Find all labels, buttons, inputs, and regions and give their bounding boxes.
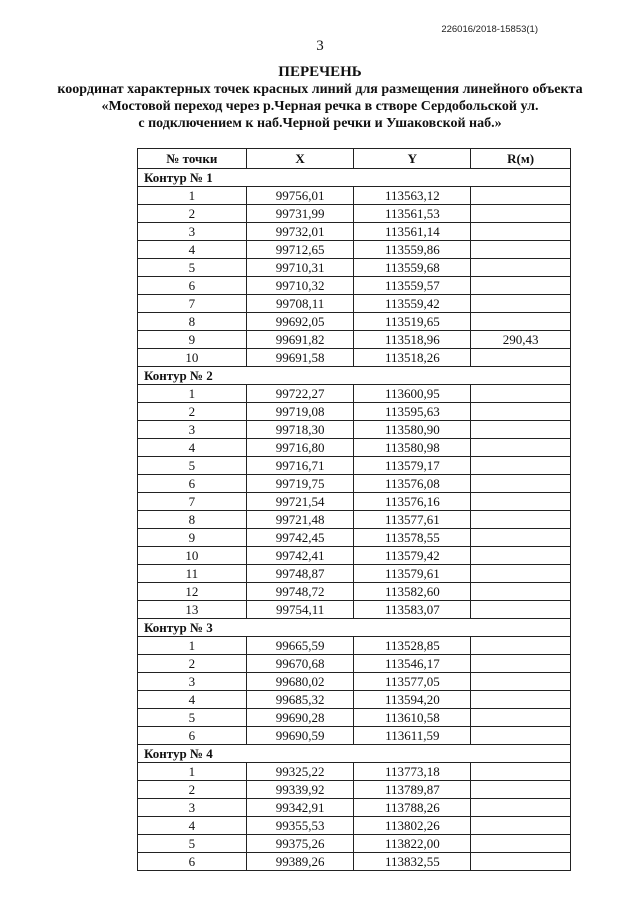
point-number-cell: 1 (138, 187, 247, 205)
point-number-cell: 3 (138, 223, 247, 241)
y-cell: 113822,00 (354, 835, 471, 853)
table-row (138, 313, 571, 331)
table-row (138, 691, 571, 709)
x-cell: 99716,71 (246, 457, 354, 475)
y-cell: 113577,05 (354, 673, 471, 691)
point-number-cell: 8 (138, 511, 247, 529)
point-number-cell: 12 (138, 583, 247, 601)
y-cell: 113561,53 (354, 205, 471, 223)
radius-cell (471, 763, 571, 781)
point-number-cell: 5 (138, 259, 247, 277)
point-number-cell: 6 (138, 727, 247, 745)
y-cell: 113579,42 (354, 547, 471, 565)
y-cell: 113578,55 (354, 529, 471, 547)
table-row (138, 223, 571, 241)
y-cell: 113580,98 (354, 439, 471, 457)
table-row (138, 493, 571, 511)
y-cell: 113518,26 (354, 349, 471, 367)
point-number-cell: 4 (138, 817, 247, 835)
table-row (138, 403, 571, 421)
table-header-row (138, 149, 571, 169)
x-cell: 99355,53 (246, 817, 354, 835)
table-row (138, 565, 571, 583)
x-cell: 99691,58 (246, 349, 354, 367)
x-cell: 99722,27 (246, 385, 354, 403)
y-cell: 113832,55 (354, 853, 471, 871)
x-cell: 99690,28 (246, 709, 354, 727)
radius-cell (471, 493, 571, 511)
table-row (138, 799, 571, 817)
table-row (138, 205, 571, 223)
y-cell: 113576,08 (354, 475, 471, 493)
table-row (138, 385, 571, 403)
table-row (138, 457, 571, 475)
x-cell: 99710,32 (246, 277, 354, 295)
y-cell: 113577,61 (354, 511, 471, 529)
x-cell: 99375,26 (246, 835, 354, 853)
radius-cell (471, 385, 571, 403)
radius-cell (471, 817, 571, 835)
table-row (138, 277, 571, 295)
x-cell: 99685,32 (246, 691, 354, 709)
point-number-cell: 1 (138, 763, 247, 781)
point-number-cell: 4 (138, 691, 247, 709)
radius-cell: 290,43 (471, 331, 571, 349)
point-number-cell: 13 (138, 601, 247, 619)
x-cell: 99748,87 (246, 565, 354, 583)
point-number-cell: 7 (138, 295, 247, 313)
point-number-cell: 4 (138, 241, 247, 259)
table-row (138, 817, 571, 835)
radius-cell (471, 853, 571, 871)
x-cell: 99731,99 (246, 205, 354, 223)
point-number-cell: 3 (138, 799, 247, 817)
table-row (138, 439, 571, 457)
table-row (138, 583, 571, 601)
radius-cell (471, 781, 571, 799)
subtitle-line: с подключением к наб.Черной речки и Ушаковской наб.» (138, 116, 502, 131)
table-row (138, 529, 571, 547)
radius-cell (471, 349, 571, 367)
y-cell: 113576,16 (354, 493, 471, 511)
x-cell: 99732,01 (246, 223, 354, 241)
point-number-cell: 9 (138, 331, 247, 349)
y-cell: 113582,60 (354, 583, 471, 601)
radius-cell (471, 457, 571, 475)
y-cell: 113610,58 (354, 709, 471, 727)
table-row (138, 637, 571, 655)
section-row (138, 367, 571, 385)
y-cell: 113789,87 (354, 781, 471, 799)
point-number-cell: 2 (138, 781, 247, 799)
x-cell: 99665,59 (246, 637, 354, 655)
point-number-cell: 5 (138, 709, 247, 727)
y-cell: 113583,07 (354, 601, 471, 619)
x-cell: 99721,48 (246, 511, 354, 529)
point-number-cell: 2 (138, 655, 247, 673)
point-number-cell: 7 (138, 493, 247, 511)
point-number-cell: 5 (138, 835, 247, 853)
table-row (138, 763, 571, 781)
x-cell: 99756,01 (246, 187, 354, 205)
point-number-cell: 2 (138, 403, 247, 421)
radius-cell (471, 799, 571, 817)
x-cell: 99389,26 (246, 853, 354, 871)
y-cell: 113579,17 (354, 457, 471, 475)
document-heading (0, 64, 640, 132)
table-row (138, 853, 571, 871)
point-number-cell: 1 (138, 637, 247, 655)
point-number-cell: 6 (138, 475, 247, 493)
point-number-cell: 5 (138, 457, 247, 475)
radius-cell (471, 475, 571, 493)
x-cell: 99719,75 (246, 475, 354, 493)
table-row (138, 547, 571, 565)
y-cell: 113563,12 (354, 187, 471, 205)
y-cell: 113559,86 (354, 241, 471, 259)
y-cell: 113802,26 (354, 817, 471, 835)
radius-cell (471, 421, 571, 439)
y-cell: 113559,42 (354, 295, 471, 313)
table-row (138, 331, 571, 349)
table-row (138, 835, 571, 853)
y-cell: 113518,96 (354, 331, 471, 349)
table-body (138, 169, 571, 871)
header-x: X (246, 149, 354, 169)
y-cell: 113561,14 (354, 223, 471, 241)
y-cell: 113595,63 (354, 403, 471, 421)
radius-cell (471, 241, 571, 259)
y-cell: 113528,85 (354, 637, 471, 655)
table-row (138, 295, 571, 313)
header-radius: R(м) (471, 149, 571, 169)
y-cell: 113611,59 (354, 727, 471, 745)
page-number: 3 (316, 38, 324, 54)
radius-cell (471, 295, 571, 313)
radius-cell (471, 709, 571, 727)
header-point-number: № точки (138, 149, 247, 169)
table-row (138, 655, 571, 673)
table-row (138, 349, 571, 367)
x-cell: 99719,08 (246, 403, 354, 421)
point-number-cell: 11 (138, 565, 247, 583)
table-row (138, 511, 571, 529)
radius-cell (471, 547, 571, 565)
header-y: Y (354, 149, 471, 169)
document-title: ПЕРЕЧЕНЬ (278, 64, 362, 80)
x-cell: 99342,91 (246, 799, 354, 817)
table-row (138, 187, 571, 205)
subtitle-line: координат характерных точек красных линий для размещения линейного объекта (57, 82, 583, 97)
y-cell: 113600,95 (354, 385, 471, 403)
x-cell: 99721,54 (246, 493, 354, 511)
section-row (138, 169, 571, 187)
y-cell: 113519,65 (354, 313, 471, 331)
x-cell: 99708,11 (246, 295, 354, 313)
x-cell: 99742,41 (246, 547, 354, 565)
radius-cell (471, 691, 571, 709)
x-cell: 99325,22 (246, 763, 354, 781)
point-number-cell: 2 (138, 205, 247, 223)
document-id: 226016/2018-15853(1) (441, 24, 538, 35)
table-row (138, 709, 571, 727)
coordinates-table (137, 148, 571, 871)
point-number-cell: 4 (138, 439, 247, 457)
y-cell: 113559,68 (354, 259, 471, 277)
x-cell: 99712,65 (246, 241, 354, 259)
y-cell: 113579,61 (354, 565, 471, 583)
y-cell: 113594,20 (354, 691, 471, 709)
radius-cell (471, 529, 571, 547)
radius-cell (471, 223, 571, 241)
x-cell: 99692,05 (246, 313, 354, 331)
radius-cell (471, 637, 571, 655)
subtitle-line: «Мостовой переход через р.Черная речка в створе Сердобольской ул. (101, 99, 539, 114)
y-cell: 113788,26 (354, 799, 471, 817)
point-number-cell: 8 (138, 313, 247, 331)
x-cell: 99691,82 (246, 331, 354, 349)
x-cell: 99718,30 (246, 421, 354, 439)
y-cell: 113580,90 (354, 421, 471, 439)
radius-cell (471, 655, 571, 673)
radius-cell (471, 511, 571, 529)
point-number-cell: 3 (138, 673, 247, 691)
x-cell: 99742,45 (246, 529, 354, 547)
radius-cell (471, 403, 571, 421)
table-row (138, 475, 571, 493)
point-number-cell: 6 (138, 853, 247, 871)
radius-cell (471, 187, 571, 205)
x-cell: 99716,80 (246, 439, 354, 457)
x-cell: 99748,72 (246, 583, 354, 601)
table-row (138, 781, 571, 799)
radius-cell (471, 583, 571, 601)
table-row (138, 601, 571, 619)
x-cell: 99339,92 (246, 781, 354, 799)
radius-cell (471, 673, 571, 691)
section-label: Контур № 2 (138, 367, 571, 385)
table-row (138, 421, 571, 439)
point-number-cell: 9 (138, 529, 247, 547)
section-label: Контур № 3 (138, 619, 571, 637)
x-cell: 99670,68 (246, 655, 354, 673)
y-cell: 113559,57 (354, 277, 471, 295)
radius-cell (471, 835, 571, 853)
section-row (138, 745, 571, 763)
point-number-cell: 6 (138, 277, 247, 295)
table-row (138, 241, 571, 259)
point-number-cell: 1 (138, 385, 247, 403)
x-cell: 99690,59 (246, 727, 354, 745)
radius-cell (471, 565, 571, 583)
radius-cell (471, 313, 571, 331)
y-cell: 113546,17 (354, 655, 471, 673)
point-number-cell: 3 (138, 421, 247, 439)
point-number-cell: 10 (138, 349, 247, 367)
x-cell: 99710,31 (246, 259, 354, 277)
section-row (138, 619, 571, 637)
x-cell: 99754,11 (246, 601, 354, 619)
table-row (138, 727, 571, 745)
section-label: Контур № 4 (138, 745, 571, 763)
x-cell: 99680,02 (246, 673, 354, 691)
radius-cell (471, 277, 571, 295)
point-number-cell: 10 (138, 547, 247, 565)
radius-cell (471, 439, 571, 457)
table-row (138, 259, 571, 277)
radius-cell (471, 601, 571, 619)
table-row (138, 673, 571, 691)
section-label: Контур № 1 (138, 169, 571, 187)
radius-cell (471, 205, 571, 223)
y-cell: 113773,18 (354, 763, 471, 781)
radius-cell (471, 727, 571, 745)
radius-cell (471, 259, 571, 277)
